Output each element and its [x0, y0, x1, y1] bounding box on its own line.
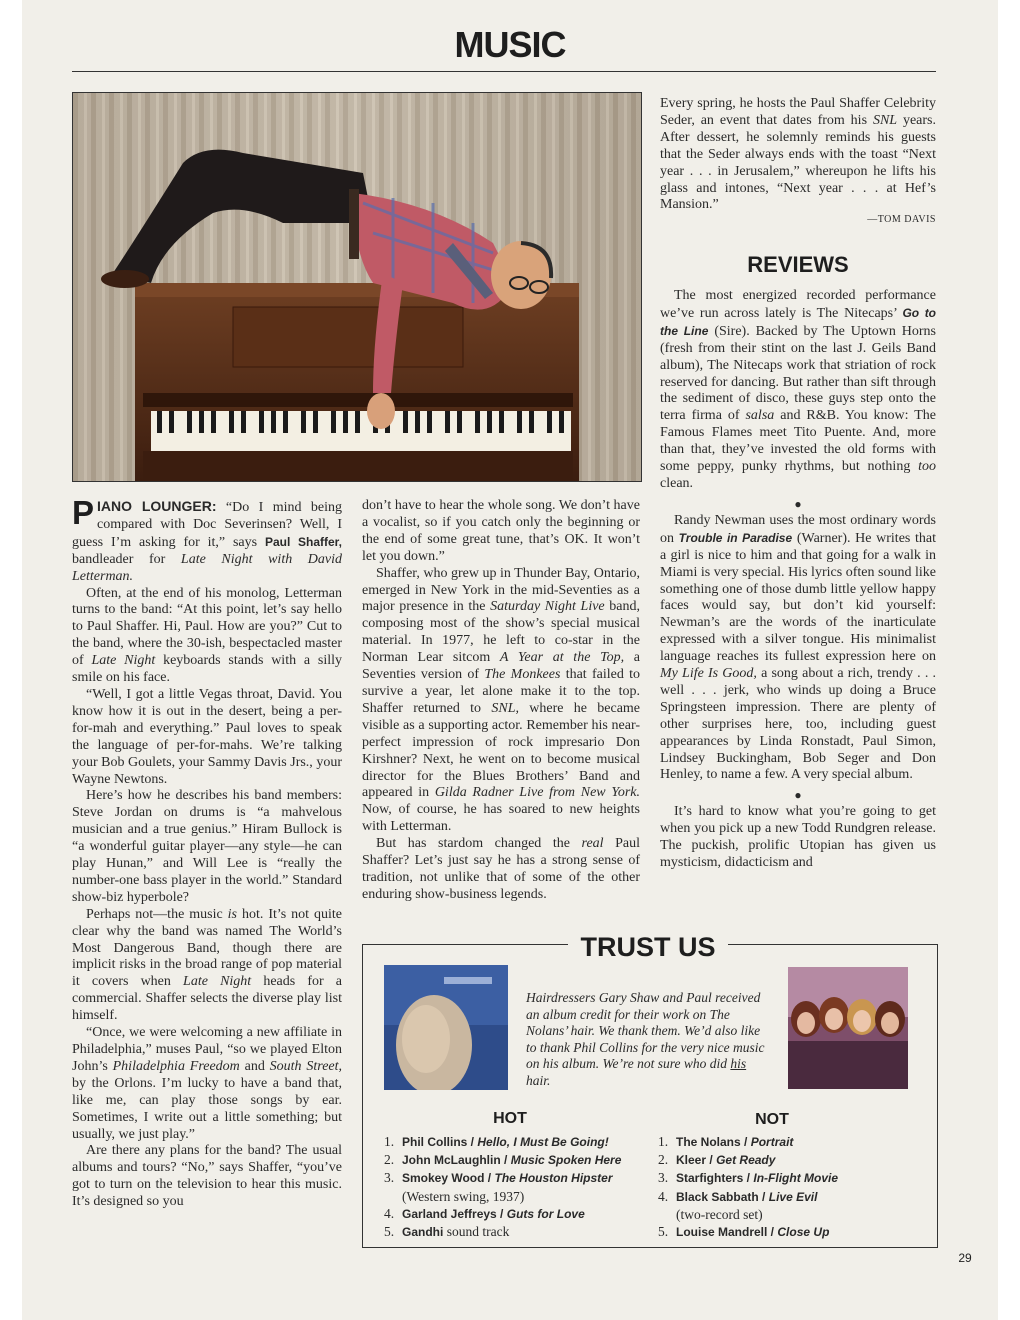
paragraph: Here’s how he describes his band members: Steve Jordan on drums is “a mahvelous musician and a true genius.” Hiram Bullock is “a wonderful guitar player—any style—he can play Hunan,” and Will Lee is “really the number-one bass player in the world.” Standard show-biz hyperbole?: [72, 788, 342, 905]
article-column-3: [660, 96, 936, 229]
byline: —TOM DAVIS: [867, 214, 936, 226]
paragraph: “Well, I got a little Vegas throat, David. You know how it is out in the desert, being a per-for-mah and everything.” Paul loves to speak the language of per-for-mahs. We’re talking your Bob Goulets, your Sammy Davis Jrs., your Wayne Newtons.: [72, 686, 342, 787]
article-column-1: [72, 494, 343, 1211]
reviews-title: REVIEWS: [747, 252, 849, 277]
piano-photo: [72, 92, 642, 482]
paragraph: PIANO LOUNGER: “Do I mind being compared with Doc Severinsen? Well, I guess I’m asking for it,” says Paul Shaffer, bandleader for Late Night with David Letterman.: [72, 494, 343, 584]
hot-list: [384, 1133, 644, 1241]
list-item: 1. The Nolans / Portrait: [658, 1134, 794, 1149]
not-list-title: NOT: [755, 1111, 789, 1128]
nolans-album-cover: [788, 967, 908, 1089]
list-item: 4. Garland Jeffreys / Guts for Love: [384, 1205, 585, 1221]
lead-label: IANO LOUNGER:: [97, 498, 217, 514]
list-item: 3. Starfighters / In-Flight Movie: [658, 1170, 839, 1186]
list-item: 4. Black Sabbath / Live Evil (two-record set): [658, 1188, 818, 1222]
bullet-separator: ●: [794, 788, 802, 803]
list-item: 2. Kleer / Get Ready: [658, 1152, 776, 1168]
paragraph: “Once, we were welcoming a new affiliate in Philadelphia,” muses Paul, “so we played Elton John’s Philadelphia Freedom and South Street, by the Orlons. I’m lucky to have a band that, like me, can play those songs by ear. Sometimes, I write out a little something; but usually, we just play.”: [72, 1025, 343, 1142]
page-number: 29: [958, 1251, 972, 1265]
section-title: MUSIC: [454, 24, 566, 65]
trust-us-title: TRUST US: [568, 932, 728, 963]
paragraph: don’t have to hear the whole song. We don’t have a vocalist, so if you catch only the beginning or the end of some great tune, that’s OK. It won’t let you down.”: [362, 498, 640, 564]
reviews-column: [660, 288, 936, 872]
not-list: [658, 1133, 908, 1241]
article-column-2: [362, 498, 640, 904]
header-rule: [72, 71, 936, 72]
paragraph: But has stardom changed the real Paul Shaffer? Let’s just say he has a strong sense of tradition, not unlike that of some of the other enduring show-business legends.: [362, 836, 641, 902]
paragraph: Perhaps not—the music is hot. It’s not quite clear why the band was named The World’s Most Dangerous Band, though there are implicit risks in the broad range of pop material it covers when Late Night heads for a commercial. Shaffer selects the diverse play list himself.: [72, 906, 343, 1024]
paragraph: Often, at the end of his monolog, Letterman turns to the band: “At this point, let’s say hello to Paul Shaffer. Hi, Paul. How are you?” Cut to the band, where the 30-ish, bespectacled master of Late Night keyboards stands with a silly smile on his face.: [72, 585, 343, 686]
paragraph: Shaffer, who grew up in Thunder Bay, Ontario, emerged in New York in the mid-Seventies as a major presence in the Saturday Night Live band, composing most of the show’s special musical material. In 1977, he left to co-star in the Norman Lear sitcom A Year at the Top, a Seventies version of The Monkees that failed to survive a year, let alone make it to the top. Shaffer returned to SNL, where he became visible as a supporting actor. Remember his near-perfect impression of rock impresario Don Kirshner? Next, he went on to become musical director for the Blues Brothers’ Band and appeared in Gilda Radner Live from New York. Now, of course, he has soared to new heights with Letterman.: [362, 565, 641, 835]
list-item: 5. Louise Mandrell / Close Up: [658, 1224, 830, 1240]
list-item: 2. John McLaughlin / Music Spoken Here: [384, 1152, 622, 1168]
phil-collins-album-cover: [384, 965, 508, 1090]
paragraph: Are there any plans for the band? The usual albums and tours? “No,” says Shaffer, “you’ve got to turn on the television to hear this music. It’s designed so you: [72, 1143, 342, 1210]
review-rundgren: It’s hard to know what you’re going to get when you pick up a new Todd Rundgren release. The puckish, prolific Utopian has given us mysticism, didacticism and: [660, 804, 936, 871]
bullet-separator: ●: [794, 496, 802, 511]
list-item: 5. Gandhi sound track: [384, 1224, 510, 1240]
hot-list-title: HOT: [493, 1110, 527, 1127]
drop-cap: P: [72, 494, 95, 531]
list-item: 1. Phil Collins / Hello, I Must Be Going!: [384, 1134, 609, 1149]
review-nitecaps: The most energized recorded performance we’ve run across lately is The Nitecaps’ Go to the Line (Sire). Backed by The Uptown Horns (fresh from their stint on the last J. Geils Band album), The Nitecaps work that striation of rock reserved for dancing. But rather than sift through the sediment of disco, these guys step onto the terra firma of salsa and R&B. You know: The Famous Flames meet Tito Puente. And, more than that, they’ve invested the old forms with some peppy, punky rhythms, but nothing too clean.: [660, 288, 937, 491]
list-item: 3. Smokey Wood / The Houston Hipster (Western swing, 1937): [384, 1170, 613, 1204]
paragraph: Every spring, he hosts the Paul Shaffer Celebrity Seder, an event that dates from his SNL years. After dessert, he solemnly reminds his guests that the Seder always ends with the toast “Next year . . . in Jerusalem,” whereupon he lifts his glass and intones, “Next year . . . at Hef’s Mansion.”: [660, 96, 937, 213]
review-newman: Randy Newman uses the most ordinary words on Trouble in Paradise (Warner). He writes that a girl is nice to him and that going for a walk in Miami is very special. His lyrics often sound like something one of those dumb little yellow happy faces would say, but don’t kid yourself: Newman’s are the words of the inarticulate expressed with a silver tongue. His minimalist language reaches its fullest expression here on My Life Is Good, a song about a rich, trendy . . . well . . . jerk, who winds up doing a Bruce Springsteen impression. There are plenty of other surprises here, too, including guest appearances by Linda Ronstadt, Paul Simon, Lindsey Buckingham, Bob Seger and Don Henley, to name a few. A very special album.: [660, 512, 937, 783]
trust-us-text: Hairdressers Gary Shaw and Paul received an album credit for their work on The Nolans’ hair. We thank them. We’d also like to thank Phil Collins for the very nice music on his album. We’re not sure who did his hair.: [526, 990, 765, 1088]
